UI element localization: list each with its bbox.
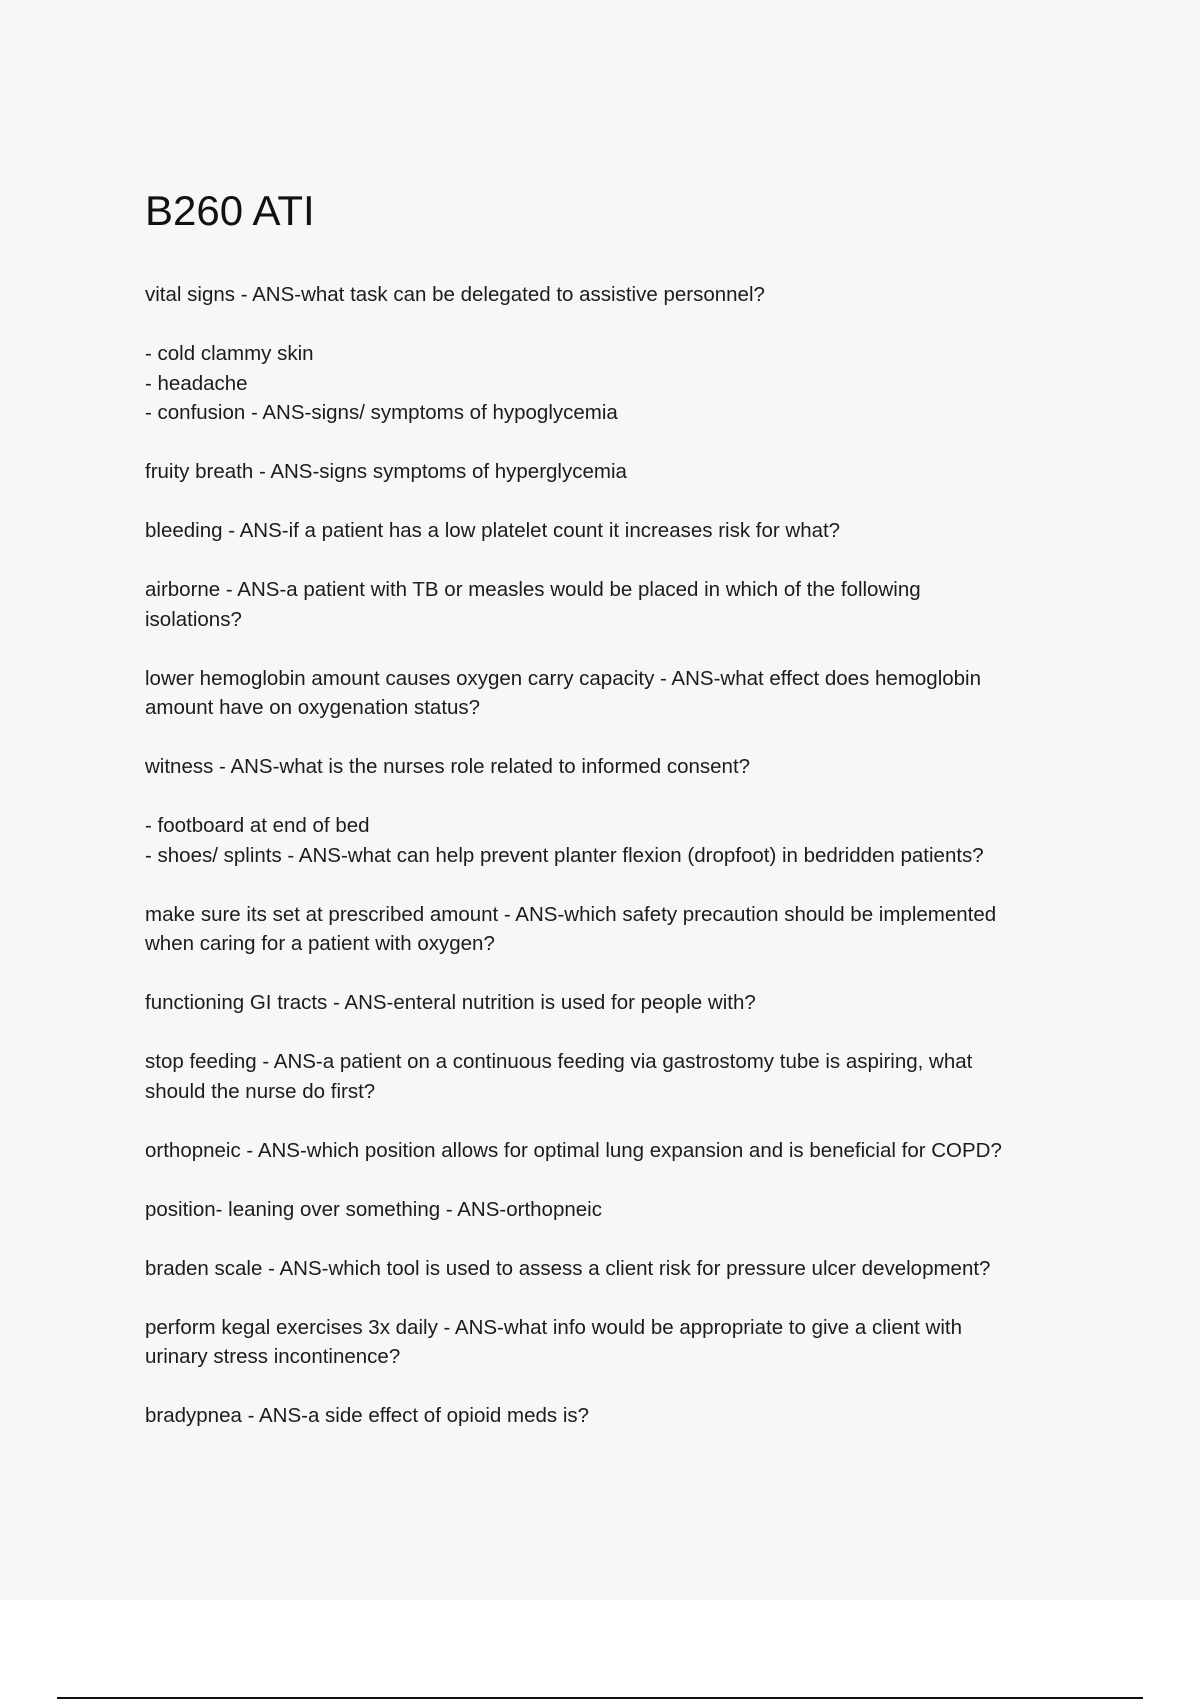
qa-entry <box>145 811 1085 870</box>
qa-entry <box>145 1047 1085 1106</box>
footer-divider <box>57 1697 1143 1699</box>
qa-entry-line: witness - ANS-what is the nurses role related to informed consent? <box>145 755 751 778</box>
qa-entry <box>145 1254 1085 1284</box>
qa-entry <box>145 457 1085 487</box>
qa-entry-line: - footboard at end of bed <box>145 814 370 837</box>
qa-entry-line: amount have on oxygenation status? <box>145 696 481 719</box>
qa-entry <box>145 1401 1085 1431</box>
qa-entry-line: isolations? <box>145 607 242 631</box>
qa-entry-line: braden scale - ANS-which tool is used to assess a client risk for pressure ulcer development? <box>145 1256 991 1280</box>
qa-entry-line: - cold clammy skin <box>145 342 314 365</box>
qa-entry-line: urinary stress incontinence? <box>145 1345 401 1368</box>
qa-entry-line: functioning GI tracts - ANS-enteral nutrition is used for people with? <box>145 991 756 1014</box>
qa-entry-line: position- leaning over something - ANS-orthopneic <box>145 1197 602 1221</box>
qa-entry-line: make sure its set at prescribed amount - ANS-which safety precaution should be implemented <box>145 902 997 926</box>
qa-entry-line: should the nurse do first? <box>145 1079 376 1103</box>
qa-entry-line: vital signs - ANS-what task can be delegated to assistive personnel? <box>145 283 765 306</box>
qa-entry-line: stop feeding - ANS-a patient on a continuous feeding via gastrostomy tube is aspiring, what <box>145 1050 973 1073</box>
qa-entry-line: lower hemoglobin amount causes oxygen carry capacity - ANS-what effect does hemoglobin <box>145 666 982 690</box>
qa-entry-line: perform kegal exercises 3x daily - ANS-what info would be appropriate to give a client with <box>145 1315 962 1339</box>
qa-entry <box>145 339 1085 428</box>
qa-entry <box>145 575 1085 634</box>
qa-entry-line: fruity breath - ANS-signs symptoms of hyperglycemia <box>145 460 627 483</box>
qa-entry-line: - shoes/ splints - ANS-what can help prevent planter flexion (dropfoot) in bedridden patients? <box>145 843 984 867</box>
qa-entry <box>145 1195 1085 1225</box>
qa-entry <box>145 664 1085 723</box>
qa-entry-line: when caring for a patient with oxygen? <box>145 932 495 955</box>
qa-entry <box>145 516 1085 546</box>
qa-entry-line: orthopneic - ANS-which position allows for optimal lung expansion and is beneficial for COPD? <box>145 1138 1002 1162</box>
page-title: B260 ATI <box>145 187 315 234</box>
qa-entry <box>145 988 1085 1018</box>
qa-entry-line: - headache <box>145 371 248 395</box>
qa-entry <box>145 1313 1085 1372</box>
qa-list <box>145 280 1085 1460</box>
qa-entry-line: - confusion - ANS-signs/ symptoms of hypoglycemia <box>145 401 618 424</box>
qa-entry-line: bleeding - ANS-if a patient has a low platelet count it increases risk for what? <box>145 519 841 542</box>
qa-entry <box>145 1136 1085 1166</box>
qa-entry-line: bradypnea - ANS-a side effect of opioid meds is? <box>145 1404 590 1427</box>
qa-entry-line: airborne - ANS-a patient with TB or measles would be placed in which of the following <box>145 578 921 601</box>
qa-entry <box>145 280 1085 310</box>
qa-entry <box>145 900 1085 959</box>
qa-entry <box>145 752 1085 782</box>
